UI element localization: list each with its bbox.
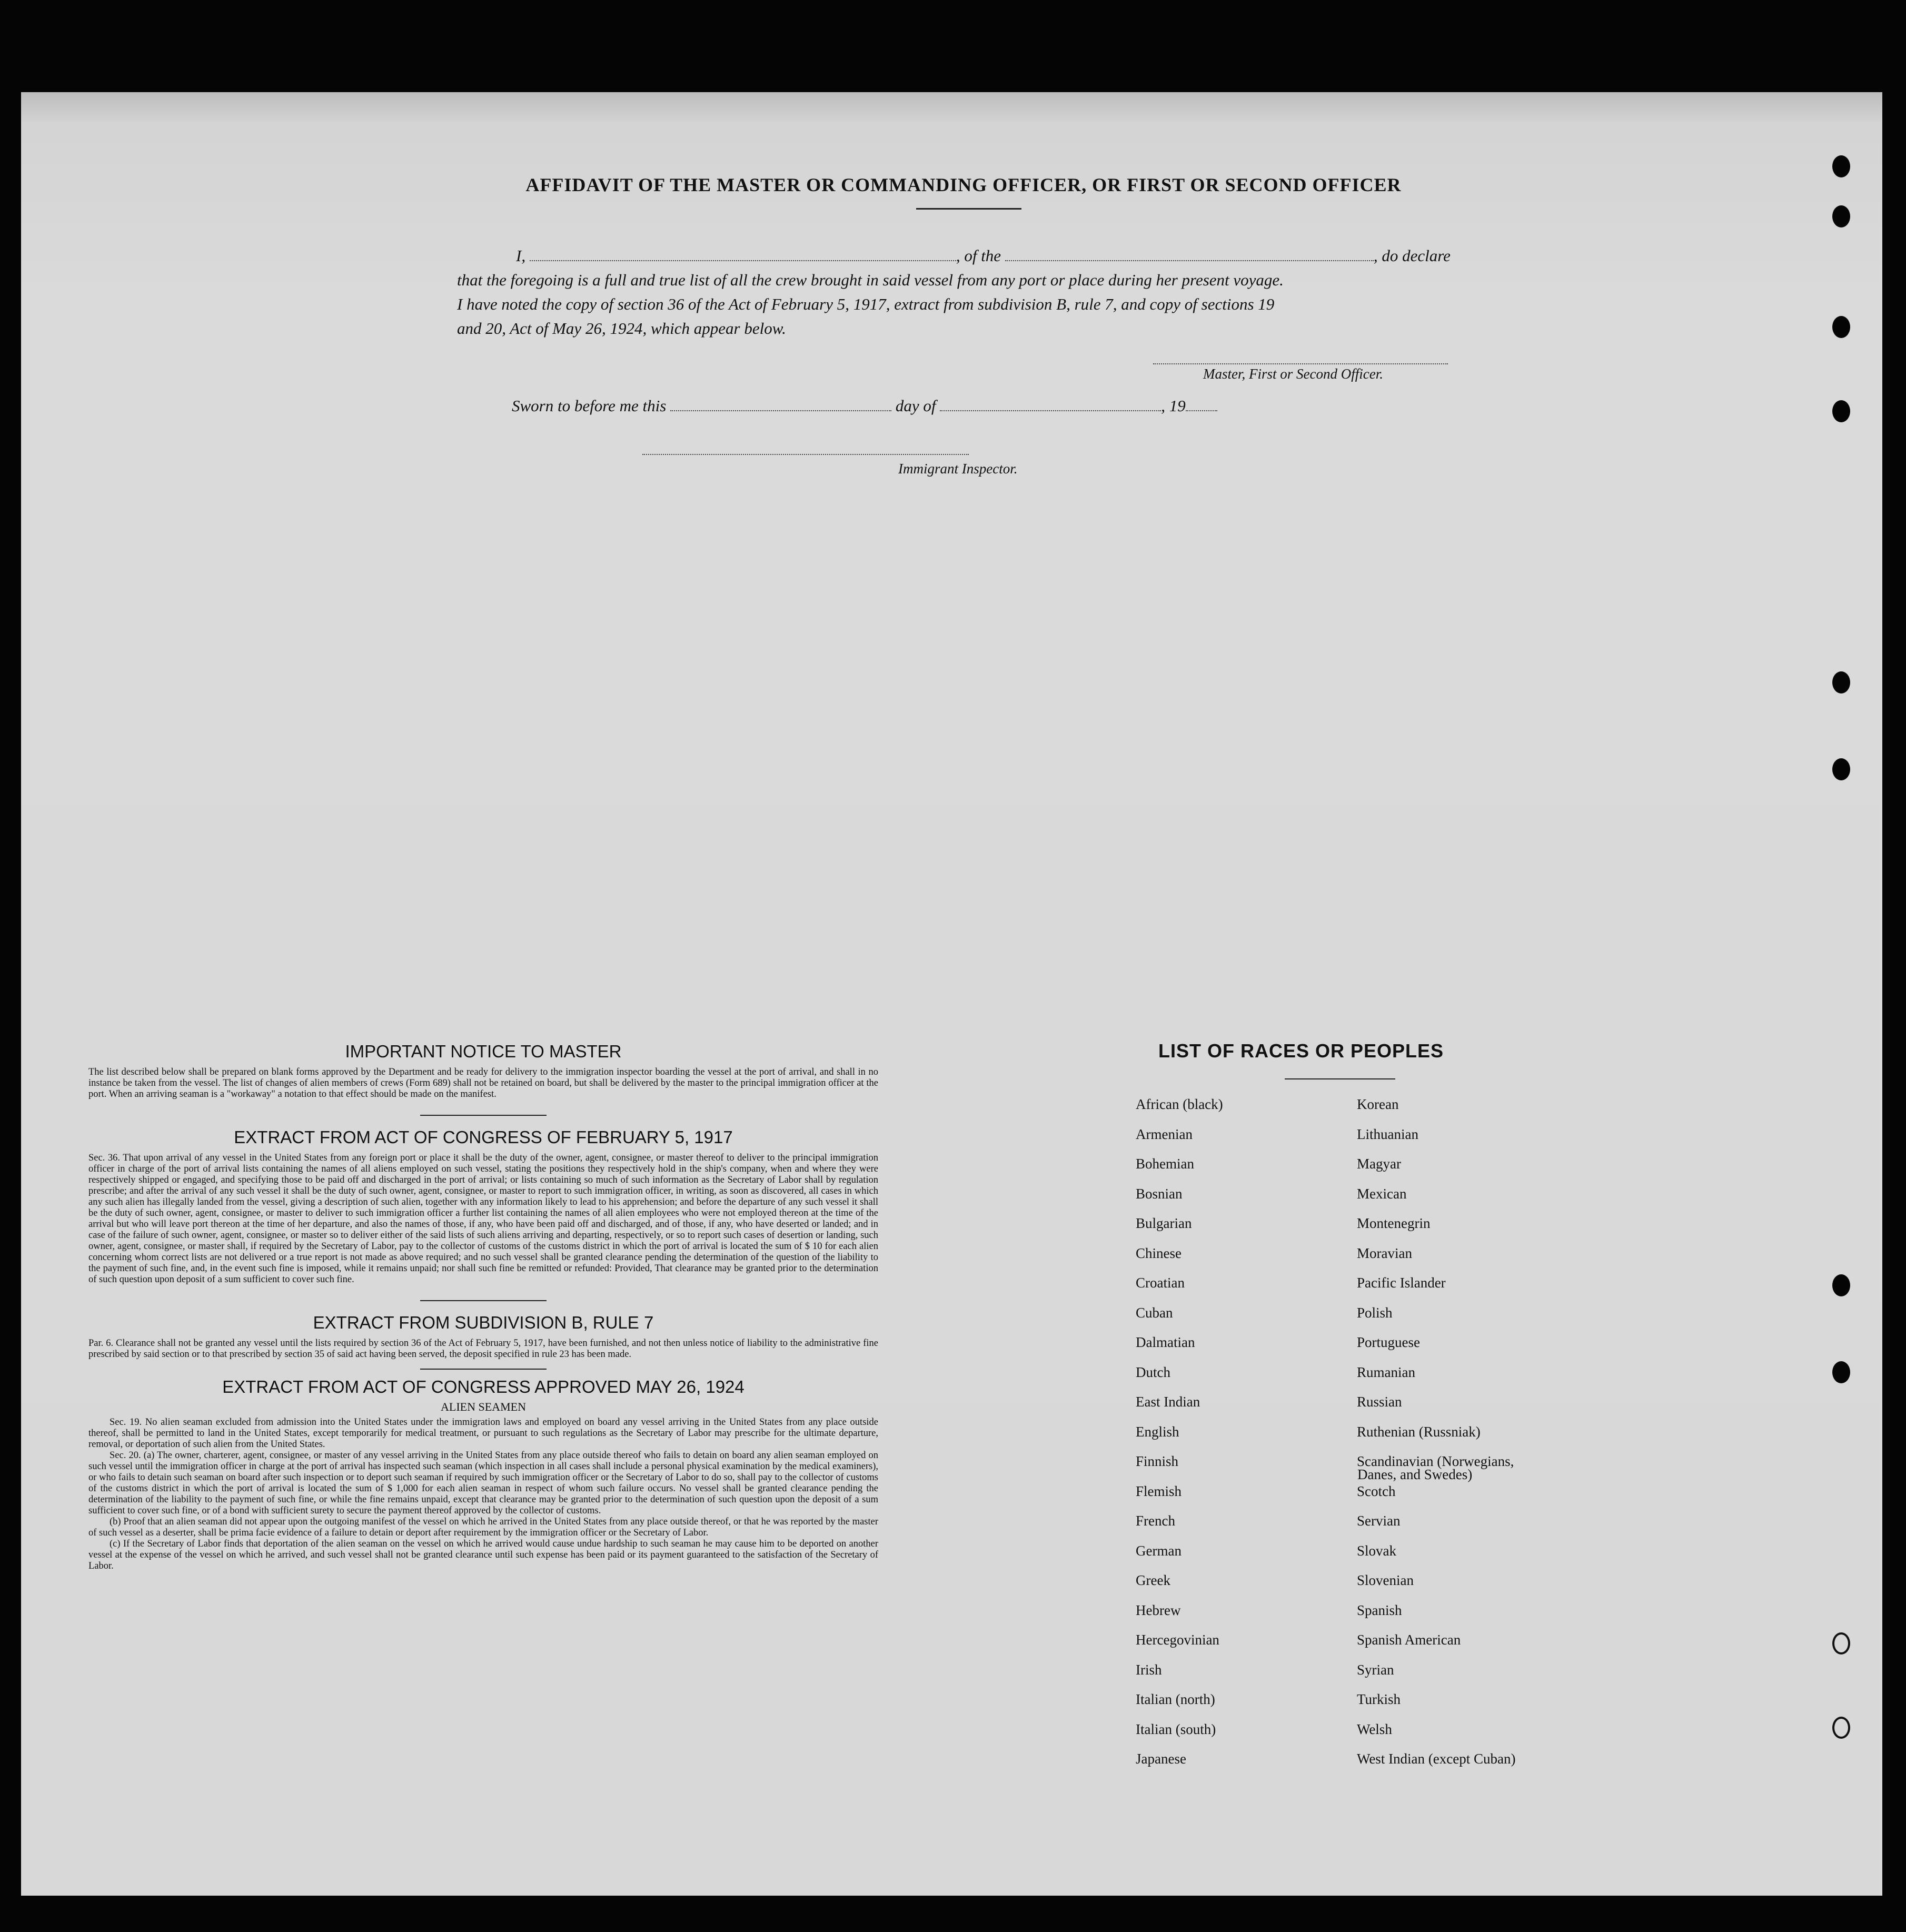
affidavit-line2: that the foregoing is a full and true list of all the crew brought in said vessel from any port or place during her present voyage.: [457, 271, 1284, 289]
sec20c-body: (c) If the Secretary of Labor finds that deportation of the alien seaman on the vessel on which he arrived would cause undue hardship to such seaman he may cause him to be deported on another vessel at the expense of the vessel on which he arrived, and such vessel shall not be granted clearance until such expense has been paid or its payment guaranteed to the satisfaction of the Secretary of Labor.: [88, 1539, 878, 1571]
race-item: Greek: [1136, 1572, 1170, 1588]
notice-title: IMPORTANT NOTICE TO MASTER: [345, 1042, 622, 1061]
races-title: LIST OF RACES OR PEOPLES: [1158, 1040, 1444, 1062]
race-item: Portuguese: [1357, 1334, 1420, 1350]
binder-hole: [1832, 1361, 1850, 1383]
binder-hole: [1832, 1717, 1850, 1739]
section-rule: [420, 1115, 547, 1116]
binder-hole: [1832, 671, 1850, 693]
race-item: Irish: [1136, 1662, 1162, 1678]
race-item: Finnish: [1136, 1453, 1179, 1469]
sec20a-body: Sec. 20. (a) The owner, charterer, agent, consignee, or master of any vessel arriving in the United States from any place outside thereof who fails to detain on board any alien seaman employed on such vessel until the immigration officer in charge at the port of arrival has inspected such seaman (which inspection in all cases shall include a personal physical examination by the medical examiners), or who fails to detain such seaman on board after such inspection or to deport such seaman if required by such immigration officer or the Secretary of Labor to do so, shall pay to the collector of customs of the customs district in which the port of arrival is located the sum of $ 1,000 for each alien seaman in respect of whom such failure occurs. No vessel shall be granted clearance pending the determination of the liability to the payment of such fine, or while the fine remains unpaid, except that clearance may be granted prior to the determination of such question upon the deposit of a sum sufficient to cover such fine, or of a bond with sufficient surety to secure the payment thereof approved by the collector of customs.: [88, 1450, 878, 1516]
affidavit-line4: and 20, Act of May 26, 1924, which appear below.: [457, 319, 786, 338]
race-item: Slovenian: [1357, 1572, 1414, 1588]
title-rule: [916, 208, 1021, 210]
race-item: Italian (south): [1136, 1721, 1216, 1737]
document-page: [21, 92, 1882, 1896]
race-item: German: [1136, 1543, 1182, 1559]
race-item: Chinese: [1136, 1245, 1182, 1261]
race-item: Lithuanian: [1357, 1126, 1418, 1142]
binder-hole: [1832, 205, 1850, 227]
affidavit-line1: [516, 244, 1495, 268]
sworn-month-field[interactable]: [940, 399, 1161, 411]
race-item: Scandinavian (Norwegians,: [1357, 1453, 1514, 1469]
alien-seamen-subtitle: ALIEN SEAMEN: [441, 1400, 526, 1413]
race-item: Croatian: [1136, 1275, 1185, 1291]
race-item: West Indian (except Cuban): [1357, 1751, 1516, 1767]
race-item: Servian: [1357, 1513, 1401, 1529]
race-item: French: [1136, 1513, 1175, 1529]
race-item: Polish: [1357, 1305, 1393, 1321]
extract-1917-title: EXTRACT FROM ACT OF CONGRESS OF FEBRUARY 5, 1917: [234, 1127, 733, 1147]
year-label: , 19: [1161, 397, 1186, 415]
race-item: Dalmatian: [1136, 1334, 1195, 1350]
sworn-year-field[interactable]: [1186, 399, 1217, 411]
master-signature-line[interactable]: [1153, 363, 1448, 364]
sec19-body: Sec. 19. No alien seaman excluded from admission into the United States under the immigration laws and employed on board any vessel arriving in the United States from any place outside thereof, shall be permitted to land in the United States, except temporarily for medical treatment, or pursuant to such regulations as the Secretary of Labor may prescribe for the ultimate departure, removal, or deportation of such alien from the United States.: [88, 1417, 878, 1450]
race-item: Cuban: [1136, 1305, 1173, 1321]
vessel-field[interactable]: [1005, 249, 1374, 261]
race-item: Moravian: [1357, 1245, 1412, 1261]
race-item: Italian (north): [1136, 1691, 1215, 1707]
race-item: Pacific Islander: [1357, 1275, 1446, 1291]
race-item: Korean: [1357, 1096, 1399, 1112]
race-item: Mexican: [1357, 1186, 1407, 1202]
section-rule: [420, 1300, 547, 1301]
notice-body: The list described below shall be prepared on blank forms approved by the Department and be ready for delivery to the immigration inspector boarding the vessel at the port of arrival, and shall in no instance be taken from the vessel. The list of changes of alien members of crews (Form 689) shall not be retained on board, but shall be delivered by the master to the principal immigration officer at the port. When an arriving seaman is a "workaway" a notation to that effect should be made on the manifest.: [88, 1067, 878, 1099]
race-item: Scotch: [1357, 1483, 1396, 1499]
race-item: Bulgarian: [1136, 1215, 1192, 1231]
sec20b-body: (b) Proof that an alien seaman did not appear upon the outgoing manifest of the vessel on which he arrived in the United States from any place outside thereof, or that he was reported by the master of such vessel as a deserter, shall be prima facie evidence of a failure to detain or deport after requirement by the immigration officer or the Secretary of Labor.: [88, 1517, 878, 1538]
binder-hole: [1832, 400, 1850, 422]
race-item: Hebrew: [1136, 1602, 1181, 1618]
inspector-signature-line[interactable]: [642, 454, 969, 455]
sworn-label: Sworn to before me this: [512, 397, 667, 415]
affidavit-line3: I have noted the copy of section 36 of the Act of February 5, 1917, extract from subdivision B, rule 7, and copy of sections 19: [457, 295, 1275, 313]
race-item: Rumanian: [1357, 1364, 1415, 1380]
race-item: Slovak: [1357, 1543, 1397, 1559]
race-item: Armenian: [1136, 1126, 1193, 1142]
race-item: Spanish American: [1357, 1632, 1461, 1648]
extract-1924-title: EXTRACT FROM ACT OF CONGRESS APPROVED MAY 26, 1924: [222, 1377, 744, 1396]
binder-hole: [1832, 316, 1850, 338]
race-item: Ruthenian (Russniak): [1357, 1424, 1481, 1440]
race-item: Spanish: [1357, 1602, 1402, 1618]
race-scandinavian-cont: Danes, and Swedes): [1357, 1467, 1473, 1482]
section-rule: [420, 1369, 547, 1370]
sworn-day-field[interactable]: [670, 399, 891, 411]
race-item: Bohemian: [1136, 1156, 1194, 1172]
race-item: Dutch: [1136, 1364, 1170, 1380]
race-item: Hercegovinian: [1136, 1632, 1219, 1648]
race-item: Japanese: [1136, 1751, 1186, 1767]
race-item: Turkish: [1357, 1691, 1401, 1707]
race-item: Welsh: [1357, 1721, 1392, 1737]
races-rule: [1285, 1078, 1395, 1079]
race-item: Montenegrin: [1357, 1215, 1431, 1231]
rule7-title: EXTRACT FROM SUBDIVISION B, RULE 7: [313, 1313, 654, 1332]
binder-hole: [1832, 155, 1850, 177]
name-field[interactable]: [530, 249, 956, 261]
race-item: English: [1136, 1424, 1179, 1440]
race-item: Russian: [1357, 1394, 1402, 1410]
day-of-label: day of: [895, 397, 936, 415]
race-item: Syrian: [1357, 1662, 1394, 1678]
race-item: Flemish: [1136, 1483, 1182, 1499]
binder-hole: [1832, 758, 1850, 780]
race-item: Bosnian: [1136, 1186, 1183, 1202]
rule7-body: Par. 6. Clearance shall not be granted any vessel until the lists required by section 36 of the Act of February 5, 1917, have been furnished, and not then unless notice of liability to the administrative fine prescribed by said section or to that prescribed by section 35 of said act having been served, the deposit specified in rule 23 has been made.: [88, 1338, 878, 1360]
race-item: East Indian: [1136, 1394, 1200, 1410]
extract-1917-body: Sec. 36. That upon arrival of any vessel in the United States from any foreign port or place it shall be the duty of the owner, agent, consignee, or master thereof to deliver to the principal immigration officer in charge of the port of arrival lists containing the names of all aliens employed on such vessel, stating the positions they respectively hold in the ship's company, when and where they were respectively shipped or engaged, and specifying those to be paid off and discharged in the port of arrival; or lists containing so much of such information as the Secretary of Labor shall by regulation prescribe; and after the arrival of any such vessel it shall be the duty of such owner, agent, consignee, or master to report to such immigration officer, in writing, as soon as discovered, all cases in which any such alien has illegally landed from the vessel, giving a description of such alien, together with any information likely to lead to his apprehension; and before the departure of any such vessel it shall be the duty of such owner, agent, consignee, or master to deliver to such immigration officer a further list containing the names of all alien employees who were not employed thereon at the time of the arrival but who will leave port thereon at the time of her departure, and also the names of those, if any, who have been paid off and discharged, and of those, if any, who have deserted or landed; and in case of the failure of such owner, agent, consignee, or master so to deliver either of the said lists of such aliens arriving and departing, respectively, or so to report such cases of desertion or landing, such owner, agent, consignee, or master shall, if required by the Secretary of Labor, pay to the collector of customs of the customs district in which the port of arrival is located the sum of $ 10 for each alien concerning whom correct lists are not delivered or a true report is not made as above required; and no such vessel shall be granted clearance pending the determination of the question of the liability to the payment of such fine, and, in the event such fine is imposed, while it remains unpaid; nor shall such fine be remitted or refunded: Provided, That clearance may be granted prior to the determination of such question upon deposit of a sum sufficient to cover such fine.: [88, 1153, 878, 1285]
affidavit-declare: , do declare: [1373, 246, 1451, 265]
affidavit-i: I,: [516, 246, 526, 265]
binder-hole: [1832, 1632, 1850, 1654]
notice-section: [88, 1042, 878, 1572]
affidavit-of-the: , of the: [956, 246, 1001, 265]
race-item: African (black): [1136, 1096, 1223, 1112]
inspector-label: Immigrant Inspector.: [898, 461, 1018, 477]
sworn-line: [512, 394, 1460, 418]
race-item: Magyar: [1357, 1156, 1401, 1172]
binder-hole: [1832, 1274, 1850, 1296]
master-signature-label: Master, First or Second Officer.: [1203, 366, 1383, 382]
affidavit-title: AFFIDAVIT OF THE MASTER OR COMMANDING OFFICER, OR FIRST OR SECOND OFFICER: [525, 174, 1402, 195]
